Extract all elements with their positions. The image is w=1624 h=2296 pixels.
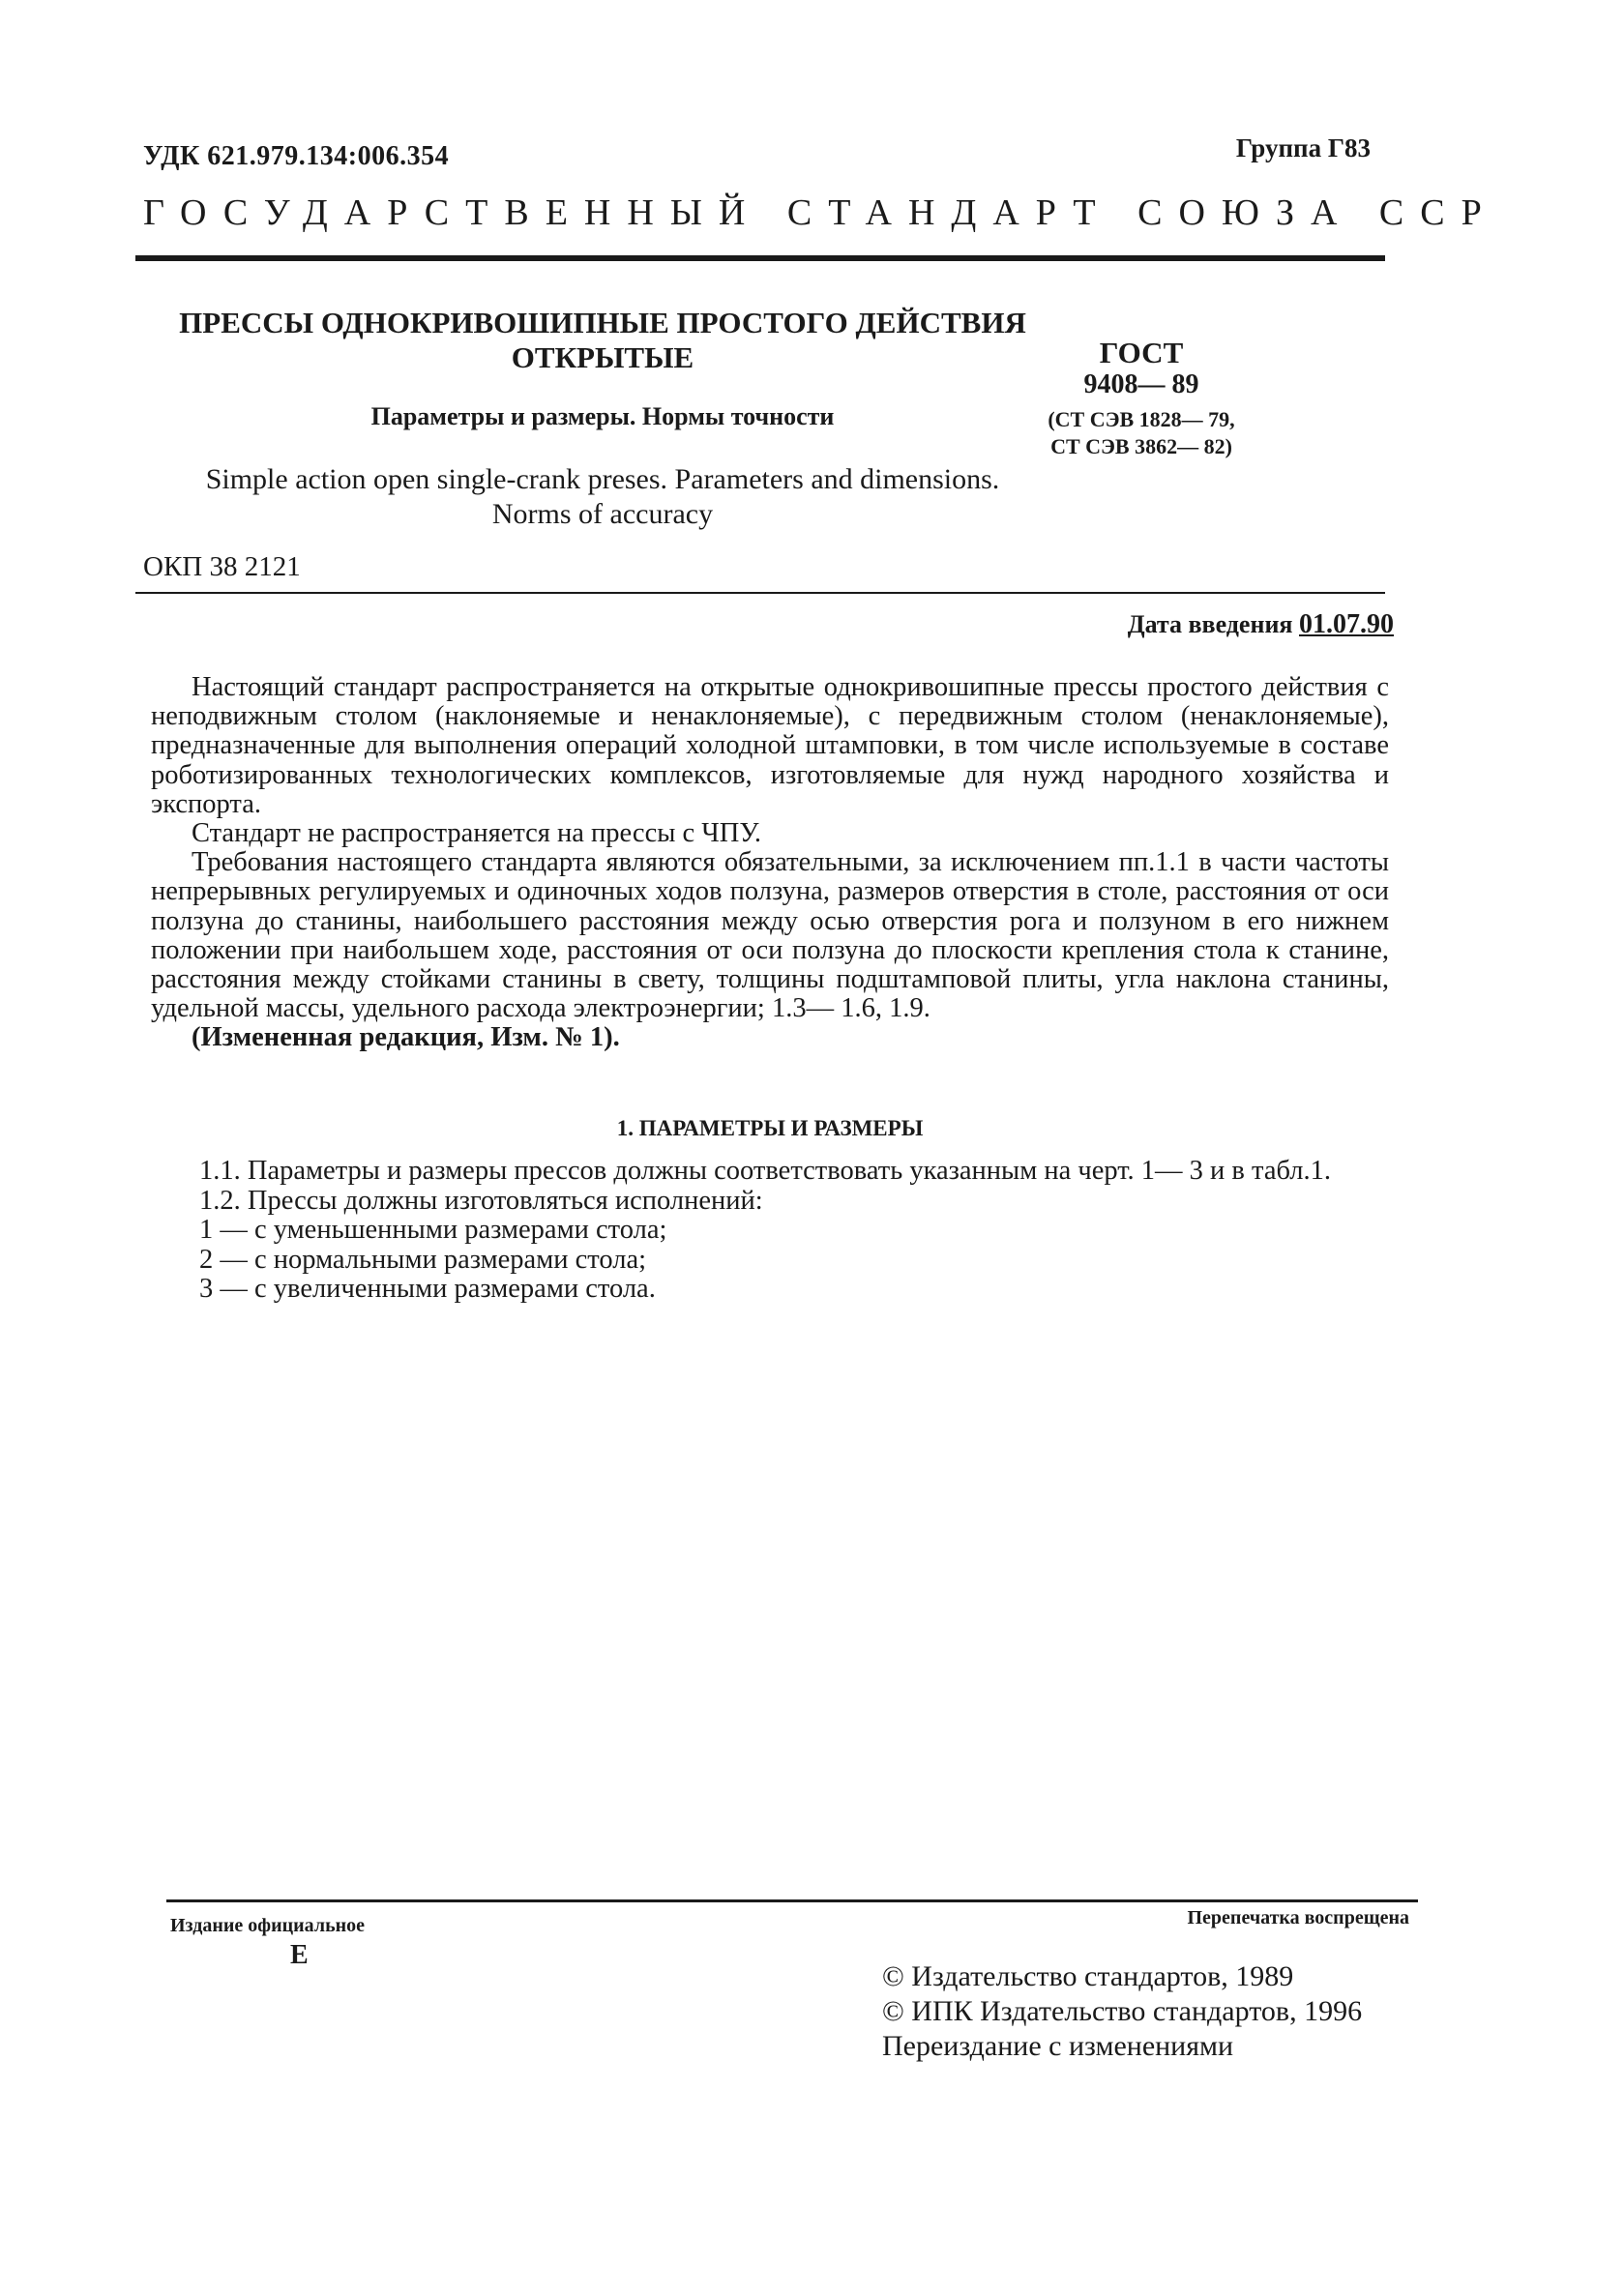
official-edition-label: Издание официальное [170,1915,366,1936]
group-code: Группа Г83 [1235,133,1371,162]
copyright-block [882,1959,1362,2064]
english-title [162,462,1043,532]
english-title-line-1: Simple action open single-crank preses. Parameters and dimensions. [205,463,1000,495]
title-line-2: ОТКРЫТЫЕ [511,340,694,374]
variant-2: 2 — с нормальными размерами стола; [199,1244,647,1275]
introduction-date [1128,609,1394,640]
okp-code: ОКП 38 2121 [143,551,301,582]
footer-rule [166,1899,1418,1902]
introduction-date-value: 01.07.90 [1299,609,1394,639]
section-1-heading: 1. ПАРАМЕТРЫ И РАЗМЕРЫ [616,1116,924,1140]
gost-number: 9408— 89 [1083,369,1199,399]
title-line-1: ПРЕССЫ ОДНОКРИВОШИПНЫЕ ПРОСТОГО ДЕЙСТВИЯ [179,306,1026,339]
scope-paragraph-2: Стандарт не распространяется на прессы с ЧПУ. [192,818,762,849]
copyright-1989: © Издательство стандартов, 1989 [882,1960,1294,1992]
udk-code: УДК 621.979.134:006.354 [143,141,450,171]
reissue-note: Переиздание с изменениями [882,2030,1234,2062]
scope-paragraph-3: Требования настоящего стандарта являются обязательными, за исключением пп.1.1 в части частоты непрерывных регулируемых и одиночных ходов ползуна, размеров отверстия в столе, расстояния от оси ползуна до станины, наибольшего расстояния между осью отверстия рога и ползуном в его нижнем положении при наибольшем ходе, расстояния от оси ползуна до плоскости крепления стола к станине, расстояния между стойками станины в свету, толщины подштамповой плиты, угла наклона станины, удельной массы, удельного расхода электроэнергии; 1.3— 1.6, 1.9. [151,847,1389,1024]
scope-text [151,673,1389,1053]
document-subtitle: Параметры и размеры. Нормы точности [370,402,835,430]
gost-label: ГОСТ [1099,336,1184,369]
copyright-1996: © ИПК Издательство стандартов, 1996 [882,1995,1363,2027]
scope-paragraph-1: Настоящий стандарт распространяется на открытые однокривошипные прессы простого действия с неподвижным столом (наклоняемые и ненаклоняемые), с передвижным столом (ненаклоняемые), предназначенные для выполнения операций холодной штамповки, в том числе используемые в составе роботизированных технологических комплексов, изготовляемые для нужд народного хозяйства и экспорта. [151,672,1389,819]
amendment-note: (Измененная редакция, Изм. № 1). [192,1022,620,1053]
gost-designation [1025,337,1257,460]
reprint-prohibited-label: Перепечатка воспрещена [1187,1907,1409,1928]
english-title-line-2: Norms of accuracy [491,498,714,530]
gost-sev-2: СТ СЭВ 3862— 82) [1050,434,1232,458]
item-1-1: 1.1. Параметры и размеры прессов должны соответствовать указанным на черт. 1— 3 и в табл.1. [199,1156,1331,1186]
document-title [162,306,1043,375]
header-rule [135,255,1385,261]
gost-sev-1: (СТ СЭВ 1828— 79, [1048,407,1235,431]
state-standard-banner: ГОСУДАРСТВЕННЫЙ СТАНДАРТ СОЮЗА ССР [143,192,1498,233]
item-1-2: 1.2. Прессы должны изготовляться исполнений: [199,1185,763,1216]
edition-letter: Е [290,1940,309,1970]
gost-sev-references [1025,406,1257,460]
variant-3: 3 — с увеличенными размерами стола. [199,1274,656,1304]
section-1-items [159,1157,1393,1305]
okp-rule [135,592,1385,594]
variant-1: 1 — с уменьшенными размерами стола; [199,1215,667,1245]
introduction-date-label: Дата введения [1127,610,1293,638]
